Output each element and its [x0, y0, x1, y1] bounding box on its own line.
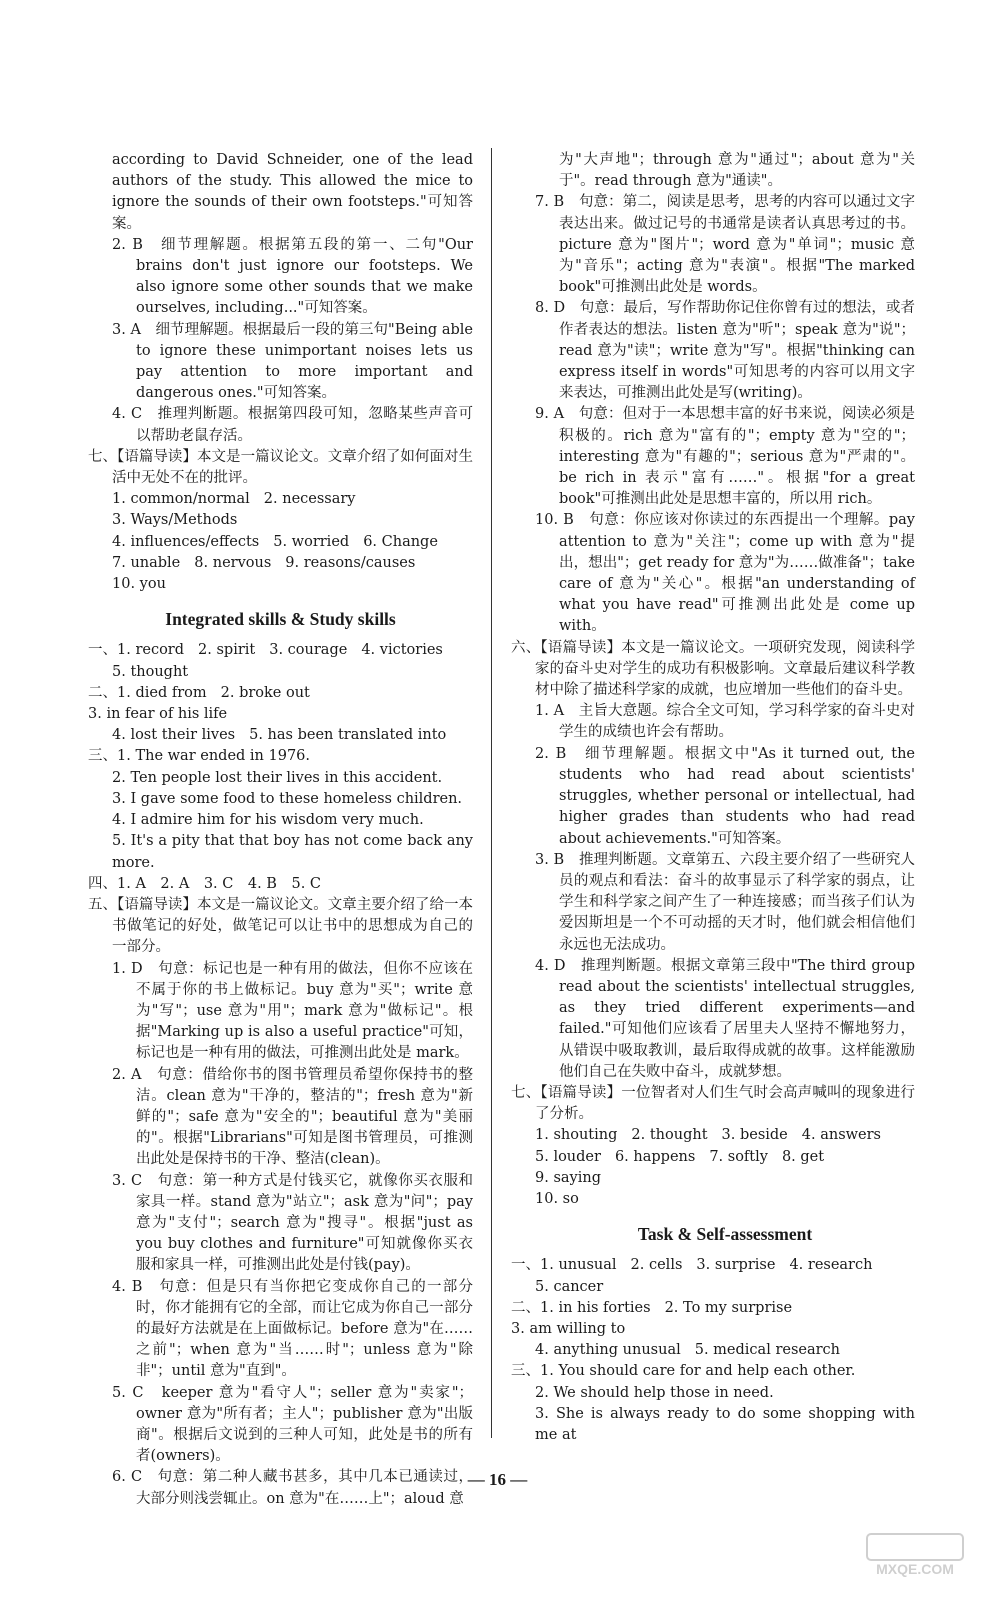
answer-item: 7. B 句意：第二，阅读是思考，思考的内容可以通过文字表达出来。做过记号的书通常是读者认真思考过的书。picture 意为"图片"；word 意为"单词"；music 意为"音乐"；acting 意为"表演"。根据"The marked book"可推测出此处是 words。 — [535, 194, 915, 296]
section-heading: Integrated skills & Study skills — [165, 609, 396, 630]
answer: 3. courage — [269, 642, 348, 659]
answer-item: 4. B 句意：但是只有当你把它变成你自己的一部分时，你才能拥有它的全部，而让它成为你自己一部分的最好方法就是在上面做标记。before 意为"在……之前"；when 意为"当……时"；unless 意为"除非"；until 意为"直到"。 — [112, 1278, 473, 1380]
answer-item: 8. D 句意：最后，写作帮助你记住你曾有过的想法，或者作者表达的想法。listen 意为"听"；speak 意为"说"；read 意为"读"；write 意为"写"。根据"thinking can express itself in words"可知思考的内容可以用文字来表达，可推测出此处是写(writing)。 — [535, 300, 915, 402]
answer-item: 4. C 推理判断题。根据第四段可知，忽略某些声音可以帮助老鼠存活。 — [112, 406, 473, 444]
answer: 9. reasons/causes — [285, 554, 416, 571]
answer-row — [88, 725, 473, 746]
answer: 二、1. in his forties — [511, 1299, 651, 1316]
answer-sentence: 3. She is always ready to do some shopping with me at — [535, 1405, 915, 1443]
answer: 二、1. died from — [88, 684, 207, 701]
watermark-logo-icon — [865, 1532, 965, 1580]
answer: 2. thought — [631, 1127, 708, 1144]
answer: 4. answers — [801, 1127, 881, 1144]
answer-item: 3. B 推理判断题。文章第五、六段主要介绍了一些研究人员的观点和看法：奋斗的故事显示了科学家的弱点，让学生和科学家之间产生了一种连接感；而当孩子们认为爱因斯坦是一个不可动摇的天才时，他们就会相信他们永远也无法成功。 — [535, 851, 915, 953]
right-column — [511, 150, 915, 1446]
answer: 4. lost their lives — [112, 727, 236, 744]
answer: 6. Change — [363, 533, 438, 550]
answer: 3. surprise — [696, 1257, 776, 1274]
answer-row — [88, 532, 473, 553]
answer-item: 5. C keeper 意为"看守人"；seller 意为"卖家"；owner 意为"所有者；主人"；publisher 意为"出版商"。根据后文说到的三种人可知，此处是书的所有者(owners)。 — [112, 1384, 473, 1465]
answer-row — [535, 1189, 915, 1210]
answer: 1. common/normal — [112, 491, 250, 508]
answer-sentence: 4. I admire him for his wisdom very much. — [112, 812, 424, 829]
answer: 9. saying — [535, 1169, 601, 1186]
answer-item: 9. A 句意：但对于一本思想丰富的好书来说，阅读必须是积极的。rich 意为"富有的"；empty 意为"空的"；interesting 意为"有趣的"；serious 意为"严肃的"。be rich in 表示"富有……"。根据"for a great book"可推测出此处是思想丰富的，所以用 rich。 — [535, 406, 915, 508]
paragraph: 为"大声地"；through 意为"通过"；about 意为"关于"。read through 意为"通读"。 — [559, 152, 915, 190]
answer-row — [535, 1277, 915, 1298]
answer-item: 2. B 细节理解题。根据第五段的第一、二句"Our brains don't just ignore our footsteps. We also ignore some other sounds that we make ourselves, including..."可知答案。 — [112, 236, 473, 317]
answer: 2. broke out — [220, 684, 310, 701]
answer: 4. research — [789, 1257, 873, 1274]
answer-row — [511, 1298, 915, 1340]
answer: 4. victories — [361, 642, 443, 659]
answer-item: 1. A 主旨大意题。综合全文可知，学习科学家的奋斗史对学生的成绩也许会有帮助。 — [535, 703, 915, 741]
answer: 5. worried — [273, 533, 350, 550]
answer: 8. get — [781, 1148, 825, 1165]
section-intro: 七、【语篇导读】一位智者对人们生气时会高声喊叫的现象进行了分析。 — [511, 1084, 915, 1123]
answer: 1. shouting — [535, 1127, 618, 1144]
section-intro: 五、【语篇导读】本文是一篇议论文。文章主要介绍了给一本书做笔记的好处，做笔记可以让书中的思想成为自己的一部分。 — [88, 896, 473, 956]
answer-sentence: 5. It's a pity that that boy has not come back any more. — [112, 833, 473, 871]
answer: 10. so — [535, 1190, 579, 1207]
answer-item: 6. C 句意：第二种人藏书甚多，其中几本已通读过，大部分则浅尝辄止。on 意为"在……上"；aloud 意 — [112, 1469, 473, 1507]
answer: 5. cancer — [535, 1278, 604, 1295]
answer-sentence: 2. Ten people lost their lives in this accident. — [112, 769, 443, 786]
answer-row — [88, 553, 473, 595]
answer-sentence: 三、1. You should care for and help each other. — [511, 1363, 856, 1380]
page-number: — 16 — — [467, 1470, 528, 1489]
answer-sentence: 三、1. The war ended in 1976. — [88, 748, 311, 765]
answer-row — [88, 489, 473, 531]
answer: 7. unable — [112, 554, 181, 571]
section-intro: 六、【语篇导读】本文是一篇议论文。一项研究发现，阅读科学家的奋斗史对学生的成功有积极影响。文章最后建议科学教材中除了描述科学家的成就，也应增加一些他们的奋斗史。 — [511, 639, 915, 699]
answer: 3. am willing to — [511, 1320, 626, 1337]
answer-row: 四、1. A 2. A 3. C 4. B 5. C — [88, 875, 322, 892]
section-heading: Task & Self-assessment — [637, 1224, 813, 1245]
paragraph: according to David Schneider, one of the lead authors of the study. This allowed the mice to ignore the sounds of their own footsteps."可知答案。 — [112, 152, 473, 232]
answer: 6. happens — [614, 1148, 696, 1165]
answer-item: 4. D 推理判断题。根据文章第三段中"The third group read about the scientists' intellectual struggles, as they tried different experiments—and failed."可知他们应该看了居里夫人坚持不懈地努力，从错误中吸取教训，最后取得成就的故事。这样能激励他们自己在失败中奋斗，成就梦想。 — [535, 957, 915, 1080]
section-intro: 七、【语篇导读】本文是一篇议论文。文章介绍了如何面对生活中无处不在的批评。 — [88, 448, 473, 487]
answer-row — [535, 1125, 915, 1146]
answer: 5. medical research — [694, 1342, 841, 1359]
answer: 4. anything unusual — [535, 1342, 681, 1359]
answer: 2. To my surprise — [664, 1299, 793, 1316]
answer-sentence: 2. We should help those in need. — [535, 1384, 774, 1401]
answer-item: 2. A 句意：借给你书的图书管理员希望你保持书的整洁。clean 意为"干净的，整洁的"；fresh 意为"新鲜的"；safe 意为"安全的"；beautiful 意为"美丽的"。根据"Librarians"可知是图书管理员，可推测出此处是保持书的干净、整洁(clean)。 — [112, 1066, 473, 1168]
answer: 5. louder — [535, 1148, 601, 1165]
answer: 3. in fear of his life — [88, 706, 228, 723]
answer: 5. thought — [112, 663, 189, 680]
answer: 4. influences/effects — [112, 533, 260, 550]
answer-sentence: 3. I gave some food to these homeless children. — [112, 790, 463, 807]
answer-item: 10. B 句意：你应该对你读过的东西提出一个理解。pay attention to 意为"关注"；come up with 意为"提出，想出"；get ready for 意为"为……做准备"；take care of 意为"关心"。根据"an understanding of what you have read"可推测出此处是 come up with。 — [535, 512, 915, 635]
answer: 3. beside — [721, 1127, 788, 1144]
watermark-text: MXQE.COM — [876, 1561, 954, 1577]
answer: 一、1. record — [88, 642, 185, 659]
answer: 一、1. unusual — [511, 1257, 617, 1274]
answer-item: 3. C 句意：第一种方式是付钱买它，就像你买衣服和家具一样。stand 意为"站立"；ask 意为"问"；pay 意为"支付"；search 意为"搜寻"。根据"just as you buy clothes and furniture"可知就像你买衣服和家具一样，可推测出此处是付钱(pay)。 — [112, 1172, 473, 1274]
column-divider — [491, 148, 492, 1438]
left-column — [88, 150, 473, 1510]
answer-item: 1. D 句意：标记也是一种有用的做法，但你不应该在不属于你的书上做标记。buy 意为"买"；write 意为"写"；use 意为"用"；mark 意为"做标记"。根据"Marking up is also a useful practice"可知，标记也是一种有用的做法，可推测出此处是 mark。 — [112, 960, 473, 1062]
answer-row — [535, 1147, 915, 1189]
answer-item: 3. A 细节理解题。根据最后一段的第三句"Being able to ignore these unimportant noises lets us pay attention to more important and dangerous ones."可知答案。 — [112, 321, 473, 402]
answer-row — [88, 640, 473, 682]
answer-row — [511, 1255, 915, 1276]
answer: 10. you — [112, 576, 166, 593]
answer-row — [535, 1340, 915, 1361]
answer: 2. necessary — [263, 491, 356, 508]
answer-row — [88, 683, 473, 725]
answer: 3. Ways/Methods — [112, 512, 238, 529]
answer: 2. cells — [630, 1257, 683, 1274]
answer: 2. spirit — [198, 642, 256, 659]
answer-item: 2. B 细节理解题。根据文中"As it turned out, the students who had read about scientists' struggles, whether personal or intellectual, had higher grades than students who had read about achievements."可知答案。 — [535, 745, 915, 847]
answer: 7. softly — [709, 1148, 768, 1165]
answer: 8. nervous — [194, 554, 272, 571]
answer: 5. has been translated into — [249, 727, 447, 744]
